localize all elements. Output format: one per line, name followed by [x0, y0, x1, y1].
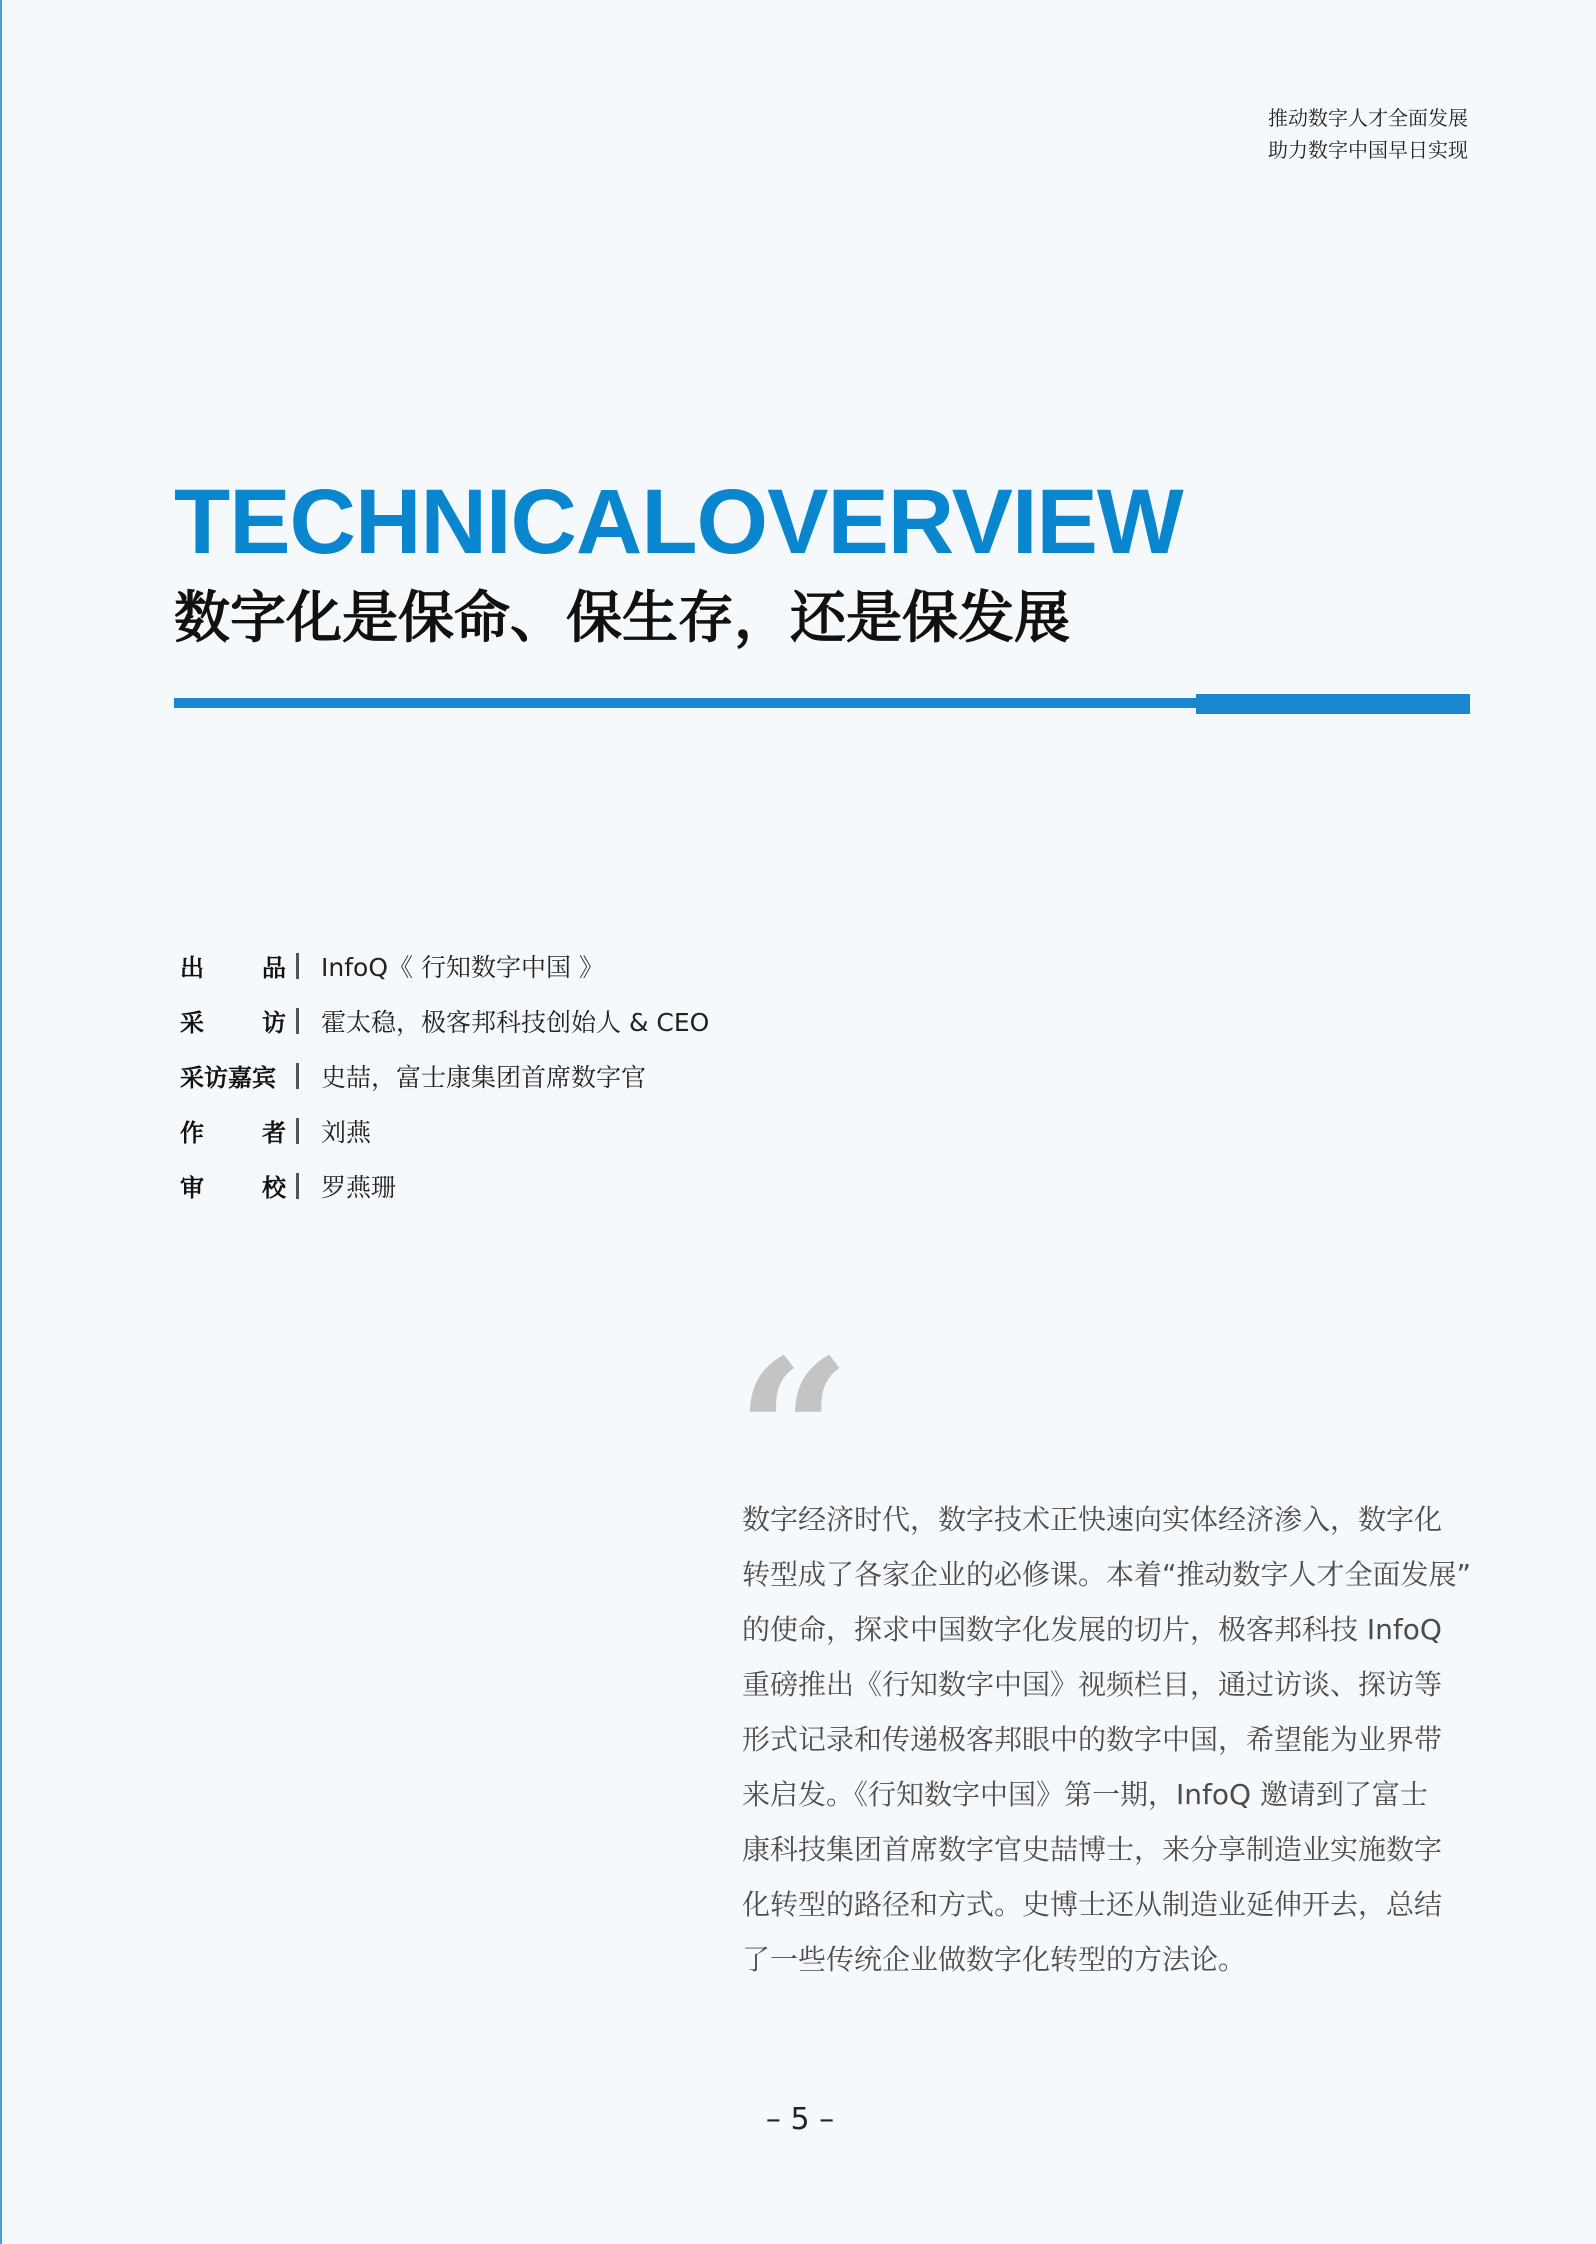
title-chinese: 数字化是保命、保生存，还是保发展: [174, 586, 1070, 651]
credit-label: [180, 1113, 286, 1148]
quote-line: 化转型的路径和方式。史博士还从制造业延伸开去，总结: [742, 1888, 1443, 1921]
credit-label: [180, 1003, 286, 1038]
credit-value: 刘燕: [321, 1117, 372, 1147]
credit-row-proofreader: [180, 1158, 709, 1213]
quote-line: 数字经济时代，数字技术正快速向实体经济渗入，数字化: [742, 1503, 1443, 1536]
credit-separator: [296, 1173, 299, 1199]
credit-row-author: [180, 1103, 709, 1158]
header-slogan: [1268, 102, 1468, 166]
credit-row-guest: [180, 1048, 709, 1103]
credit-label: [180, 1058, 286, 1093]
credit-value: InfoQ《 行知数字中国 》: [321, 952, 604, 982]
credit-label-right: 校: [262, 1174, 286, 1202]
quote-paragraph: [742, 1492, 1476, 1987]
credit-value: 霍太稳，极客邦科技创始人 & CEO: [321, 1007, 710, 1037]
slogan-line-1: 推动数字人才全面发展: [1268, 106, 1468, 130]
credit-label-left: 采: [180, 1009, 204, 1037]
credit-row-producer: [180, 938, 709, 993]
title-divider-thin: [174, 698, 1196, 708]
credit-value: 史喆，富士康集团首席数字官: [321, 1062, 647, 1092]
credit-label-left: 审: [180, 1174, 204, 1202]
credit-label-right: 者: [262, 1119, 286, 1147]
credit-label-left: 作: [180, 1119, 204, 1147]
quote-line: 康科技集团首席数字官史喆博士，来分享制造业实施数字: [742, 1833, 1443, 1866]
quote-line: 来启发。《行知数字中国》第一期，InfoQ 邀请到了富士: [742, 1778, 1428, 1811]
credit-label-left: 采访嘉宾: [180, 1064, 276, 1092]
credit-label-left: 出: [180, 954, 204, 982]
title-divider-thick: [1196, 694, 1470, 714]
quote-line: 的使命，探求中国数字化发展的切片，极客邦科技 InfoQ: [742, 1613, 1442, 1646]
credits-block: [180, 938, 709, 1213]
page-number: – 5 –: [765, 2102, 835, 2137]
credit-label-right: 访: [262, 1009, 286, 1037]
quote-line: 转型成了各家企业的必修课。本着“推动数字人才全面发展”: [742, 1558, 1472, 1591]
quote-line: 形式记录和传递极客邦眼中的数字中国，希望能为业界带: [742, 1723, 1443, 1756]
credit-label-right: 品: [262, 954, 286, 982]
title-english: TECHNICALOVERVIEW: [174, 471, 1183, 573]
credit-separator: [296, 1008, 299, 1034]
quote-line: 重磅推出《行知数字中国》视频栏目，通过访谈、探访等: [742, 1668, 1443, 1701]
credit-value: 罗燕珊: [321, 1172, 397, 1202]
credit-separator: [296, 1118, 299, 1144]
credit-row-interviewer: [180, 993, 709, 1048]
quote-mark-icon: “: [736, 1316, 852, 1551]
credit-separator: [296, 1063, 299, 1089]
credit-separator: [296, 953, 299, 979]
slogan-line-2: 助力数字中国早日实现: [1268, 138, 1468, 162]
credit-label: [180, 1168, 286, 1203]
credit-label: [180, 948, 286, 983]
quote-line: 了一些传统企业做数字化转型的方法论。: [742, 1943, 1247, 1976]
